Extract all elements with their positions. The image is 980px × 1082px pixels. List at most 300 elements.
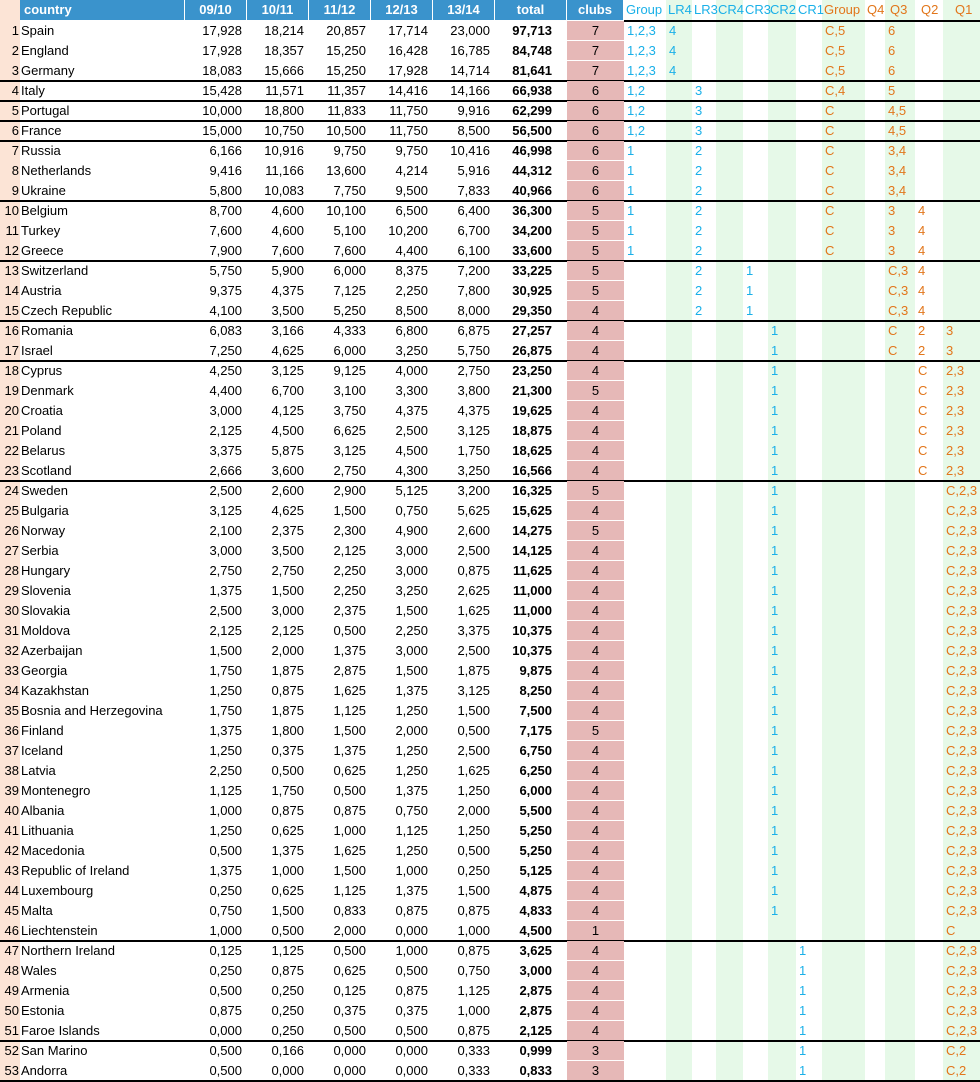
country-cell[interactable]: Georgia [21, 663, 68, 678]
el-q2-cell[interactable] [915, 121, 943, 141]
season-1213-cell[interactable]: 0,875 [395, 983, 428, 998]
cl-group-cell[interactable] [624, 341, 666, 361]
season-0910-cell[interactable]: 1,250 [209, 823, 242, 838]
season-1112-cell[interactable]: 3,100 [333, 383, 366, 398]
cl-cr1-cell[interactable] [796, 501, 822, 521]
season-1314-cell[interactable]: 9,916 [457, 103, 490, 118]
country-cell[interactable]: Israel [21, 343, 53, 358]
cl-cr1-cell[interactable] [796, 761, 822, 781]
el-q4-cell[interactable] [865, 321, 885, 341]
el-q2-cell[interactable] [915, 981, 943, 1001]
season-1213-cell[interactable]: 4,000 [395, 363, 428, 378]
season-1112-cell[interactable]: 2,000 [333, 923, 366, 938]
cl-cr3-cell[interactable] [743, 61, 768, 81]
cl-group-cell[interactable] [624, 681, 666, 701]
el-q2-cell[interactable] [915, 941, 943, 961]
el-q2-cell[interactable]: C [918, 383, 928, 398]
season-1112-cell[interactable]: 0,375 [333, 1003, 366, 1018]
season-1213-cell[interactable]: 3,000 [395, 563, 428, 578]
season-1112-cell[interactable]: 2,250 [333, 583, 366, 598]
cl-cr2-cell[interactable]: 1 [771, 863, 779, 878]
cl-cr2-cell[interactable]: 1 [771, 323, 779, 338]
season-1112-cell[interactable]: 1,625 [333, 843, 366, 858]
clubs-cell[interactable]: 4 [567, 641, 624, 661]
cl-cr1-cell[interactable] [796, 341, 822, 361]
clubs-cell[interactable]: 4 [567, 881, 624, 901]
el-group-cell[interactable] [822, 781, 865, 801]
el-q1-cell[interactable]: C,2,3 [946, 783, 978, 798]
total-cell[interactable]: 16,566 [512, 463, 552, 478]
cl-cr1-cell[interactable] [796, 321, 822, 341]
el-group-cell[interactable] [822, 481, 865, 501]
cl-cr1-cell[interactable] [796, 721, 822, 741]
country-cell[interactable]: Andorra [21, 1063, 68, 1078]
header-cl-group[interactable]: Group [626, 2, 663, 17]
cl-group-cell[interactable] [624, 921, 666, 941]
season-1213-cell[interactable]: 16,428 [388, 43, 428, 58]
cl-group-cell[interactable] [624, 301, 666, 321]
season-1112-cell[interactable]: 9,750 [333, 143, 366, 158]
cl-cr1-cell[interactable] [796, 881, 822, 901]
total-cell[interactable]: 5,250 [519, 823, 552, 838]
country-cell[interactable]: Belarus [21, 443, 66, 458]
cl-lr3-cell[interactable] [692, 1061, 716, 1081]
season-1213-cell[interactable]: 9,500 [395, 183, 428, 198]
row-number[interactable]: 38 [4, 763, 19, 778]
cl-cr4-cell[interactable] [716, 341, 743, 361]
season-1314-cell[interactable]: 1,875 [457, 663, 490, 678]
el-q2-cell[interactable]: 4 [918, 283, 926, 298]
cl-lr4-cell[interactable] [666, 921, 692, 941]
cl-lr4-cell[interactable] [666, 981, 692, 1001]
cl-lr4-cell[interactable] [666, 781, 692, 801]
season-1213-cell[interactable]: 0,000 [395, 1063, 428, 1078]
el-group-cell[interactable] [822, 761, 865, 781]
cl-cr1-cell[interactable] [796, 481, 822, 501]
season-1314-cell[interactable]: 3,200 [457, 483, 490, 498]
row-number[interactable]: 43 [4, 863, 19, 878]
season-1112-cell[interactable]: 5,100 [333, 223, 366, 238]
season-0910-cell[interactable]: 6,083 [209, 323, 242, 338]
season-1011-cell[interactable]: 5,900 [271, 263, 304, 278]
season-1213-cell[interactable]: 0,875 [395, 903, 428, 918]
el-group-cell[interactable] [822, 321, 865, 341]
el-q1-cell[interactable]: 3 [946, 343, 954, 358]
cl-lr3-cell[interactable]: 2 [695, 143, 703, 158]
cl-cr4-cell[interactable] [716, 261, 743, 281]
season-1112-cell[interactable]: 0,000 [333, 1063, 366, 1078]
clubs-cell[interactable]: 4 [567, 901, 624, 921]
season-0910-cell[interactable]: 3,000 [209, 403, 242, 418]
cl-cr4-cell[interactable] [716, 1021, 743, 1041]
cl-lr4-cell[interactable] [666, 201, 692, 221]
season-1011-cell[interactable]: 10,083 [264, 183, 304, 198]
cl-cr3-cell[interactable] [743, 961, 768, 981]
cl-cr2-cell[interactable]: 1 [771, 443, 779, 458]
row-number[interactable]: 53 [4, 1063, 19, 1078]
cl-lr3-cell[interactable]: 2 [695, 183, 703, 198]
cl-cr1-cell[interactable] [796, 901, 822, 921]
cl-cr2-cell[interactable] [768, 121, 796, 141]
season-1314-cell[interactable]: 1,500 [457, 883, 490, 898]
el-q1-cell[interactable]: C,2,3 [946, 603, 978, 618]
season-1314-cell[interactable]: 7,200 [457, 263, 490, 278]
row-number[interactable]: 33 [4, 663, 19, 678]
season-1213-cell[interactable]: 1,375 [395, 883, 428, 898]
clubs-cell[interactable]: 4 [567, 361, 624, 381]
cl-cr3-cell[interactable] [743, 601, 768, 621]
el-q2-cell[interactable] [915, 161, 943, 181]
cl-cr4-cell[interactable] [716, 741, 743, 761]
cl-lr3-cell[interactable]: 2 [695, 203, 703, 218]
season-1112-cell[interactable]: 1,125 [333, 703, 366, 718]
el-q4-cell[interactable] [865, 21, 885, 41]
cl-cr4-cell[interactable] [716, 301, 743, 321]
cl-cr1-cell[interactable] [796, 221, 822, 241]
season-1011-cell[interactable]: 2,000 [271, 643, 304, 658]
cl-lr3-cell[interactable] [692, 421, 716, 441]
total-cell[interactable]: 6,250 [519, 763, 552, 778]
cl-lr3-cell[interactable]: 2 [695, 223, 703, 238]
country-cell[interactable]: Greece [21, 243, 64, 258]
total-cell[interactable]: 4,833 [519, 903, 552, 918]
el-q3-cell[interactable] [885, 1061, 915, 1081]
total-cell[interactable]: 5,500 [519, 803, 552, 818]
el-q1-cell[interactable] [943, 241, 980, 261]
el-q3-cell[interactable]: 3,4 [888, 163, 907, 178]
season-1011-cell[interactable]: 4,600 [271, 203, 304, 218]
cl-cr3-cell[interactable] [743, 901, 768, 921]
season-1314-cell[interactable]: 3,375 [457, 623, 490, 638]
season-1213-cell[interactable]: 5,125 [395, 483, 428, 498]
cl-cr3-cell[interactable] [743, 181, 768, 201]
cl-cr3-cell[interactable] [743, 161, 768, 181]
season-0910-cell[interactable]: 15,000 [202, 123, 242, 138]
season-1213-cell[interactable]: 1,250 [395, 743, 428, 758]
season-1314-cell[interactable]: 2,500 [457, 543, 490, 558]
total-cell[interactable]: 27,257 [512, 323, 552, 338]
total-cell[interactable]: 10,375 [512, 643, 552, 658]
country-cell[interactable]: Poland [21, 423, 62, 438]
el-q3-cell[interactable] [885, 881, 915, 901]
season-1314-cell[interactable]: 5,750 [457, 343, 490, 358]
country-cell[interactable]: Austria [21, 283, 62, 298]
cl-group-cell[interactable]: 1 [627, 203, 635, 218]
el-q2-cell[interactable] [915, 621, 943, 641]
season-1011-cell[interactable]: 1,375 [271, 843, 304, 858]
row-number[interactable]: 25 [4, 503, 19, 518]
total-cell[interactable]: 0,999 [519, 1043, 552, 1058]
row-number[interactable]: 3 [11, 63, 19, 78]
row-number[interactable]: 27 [4, 543, 19, 558]
cl-group-cell[interactable] [624, 861, 666, 881]
el-q2-cell[interactable] [915, 781, 943, 801]
el-q1-cell[interactable]: C,2 [946, 1043, 967, 1058]
country-cell[interactable]: Germany [21, 63, 75, 78]
el-q1-cell[interactable]: C,2 [946, 1063, 967, 1078]
header-el-group[interactable]: Group [824, 2, 861, 17]
season-1112-cell[interactable]: 3,750 [333, 403, 366, 418]
el-q3-cell[interactable] [885, 601, 915, 621]
cl-group-cell[interactable] [624, 961, 666, 981]
el-q1-cell[interactable]: C,2,3 [946, 523, 978, 538]
season-0910-cell[interactable]: 2,125 [209, 623, 242, 638]
cl-cr1-cell[interactable] [796, 701, 822, 721]
country-cell[interactable]: Slovenia [21, 583, 71, 598]
cl-cr4-cell[interactable] [716, 181, 743, 201]
cl-cr1-cell[interactable] [796, 121, 822, 141]
cl-group-cell[interactable] [624, 981, 666, 1001]
cl-cr4-cell[interactable] [716, 441, 743, 461]
season-1112-cell[interactable]: 1,500 [333, 723, 366, 738]
cl-group-cell[interactable] [624, 561, 666, 581]
cl-lr4-cell[interactable] [666, 681, 692, 701]
cl-cr3-cell[interactable] [743, 1021, 768, 1041]
el-group-cell[interactable] [822, 561, 865, 581]
cl-group-cell[interactable] [624, 481, 666, 501]
el-q2-cell[interactable]: C [918, 403, 928, 418]
total-cell[interactable]: 4,875 [519, 883, 552, 898]
cl-lr3-cell[interactable] [692, 741, 716, 761]
el-q2-cell[interactable] [915, 801, 943, 821]
total-cell[interactable]: 3,000 [519, 963, 552, 978]
season-1213-cell[interactable]: 8,375 [395, 263, 428, 278]
el-q3-cell[interactable]: C [888, 323, 898, 338]
el-q4-cell[interactable] [865, 401, 885, 421]
cl-lr4-cell[interactable] [666, 741, 692, 761]
el-q3-cell[interactable]: 6 [888, 23, 896, 38]
cl-cr2-cell[interactable]: 1 [771, 783, 779, 798]
el-group-cell[interactable] [822, 441, 865, 461]
el-q2-cell[interactable]: 2 [918, 323, 926, 338]
season-1011-cell[interactable]: 0,500 [271, 763, 304, 778]
cl-cr4-cell[interactable] [716, 801, 743, 821]
country-cell[interactable]: Albania [21, 803, 65, 818]
season-0910-cell[interactable]: 4,250 [209, 363, 242, 378]
row-number[interactable]: 35 [4, 703, 19, 718]
el-q4-cell[interactable] [865, 521, 885, 541]
season-1314-cell[interactable]: 8,000 [457, 303, 490, 318]
season-1112-cell[interactable]: 7,600 [333, 243, 366, 258]
cl-lr4-cell[interactable] [666, 901, 692, 921]
season-1314-cell[interactable]: 2,600 [457, 523, 490, 538]
el-q1-cell[interactable] [943, 181, 980, 201]
season-1112-cell[interactable]: 2,250 [333, 563, 366, 578]
cl-lr4-cell[interactable] [666, 881, 692, 901]
el-q4-cell[interactable] [865, 161, 885, 181]
el-q2-cell[interactable] [915, 701, 943, 721]
cl-group-cell[interactable] [624, 381, 666, 401]
season-1011-cell[interactable]: 1,800 [271, 723, 304, 738]
cl-cr2-cell[interactable]: 1 [771, 623, 779, 638]
el-q2-cell[interactable]: 4 [918, 223, 926, 238]
season-1011-cell[interactable]: 4,125 [271, 403, 304, 418]
cl-lr4-cell[interactable]: 4 [669, 23, 677, 38]
season-1112-cell[interactable]: 15,250 [326, 43, 366, 58]
total-cell[interactable]: 6,000 [519, 783, 552, 798]
el-q1-cell[interactable]: C,2,3 [946, 743, 978, 758]
el-q4-cell[interactable] [865, 341, 885, 361]
cl-cr3-cell[interactable] [743, 41, 768, 61]
season-1213-cell[interactable]: 1,000 [395, 943, 428, 958]
season-0910-cell[interactable]: 1,125 [209, 783, 242, 798]
el-q4-cell[interactable] [865, 121, 885, 141]
season-1213-cell[interactable]: 4,300 [395, 463, 428, 478]
clubs-cell[interactable]: 4 [567, 801, 624, 821]
cl-cr3-cell[interactable] [743, 421, 768, 441]
season-1011-cell[interactable]: 4,600 [271, 223, 304, 238]
cl-group-cell[interactable] [624, 321, 666, 341]
country-cell[interactable]: Croatia [21, 403, 63, 418]
country-cell[interactable]: Faroe Islands [21, 1023, 100, 1038]
cl-cr1-cell[interactable] [796, 141, 822, 161]
clubs-cell[interactable]: 4 [567, 781, 624, 801]
cl-cr3-cell[interactable] [743, 801, 768, 821]
season-1213-cell[interactable]: 0,000 [395, 1043, 428, 1058]
clubs-cell[interactable]: 5 [567, 281, 624, 301]
cl-lr4-cell[interactable] [666, 161, 692, 181]
el-group-cell[interactable] [822, 921, 865, 941]
total-cell[interactable]: 8,250 [519, 683, 552, 698]
season-0910-cell[interactable]: 4,100 [209, 303, 242, 318]
el-q4-cell[interactable] [865, 361, 885, 381]
cl-cr2-cell[interactable]: 1 [771, 363, 779, 378]
cl-cr3-cell[interactable] [743, 341, 768, 361]
season-1314-cell[interactable]: 14,714 [450, 63, 490, 78]
cl-cr1-cell[interactable]: 1 [799, 943, 807, 958]
cl-cr2-cell[interactable]: 1 [771, 483, 779, 498]
cl-cr3-cell[interactable] [743, 481, 768, 501]
season-0910-cell[interactable]: 8,700 [209, 203, 242, 218]
el-group-cell[interactable]: C [825, 183, 835, 198]
row-number[interactable]: 21 [4, 423, 19, 438]
season-1011-cell[interactable]: 1,500 [271, 903, 304, 918]
season-1112-cell[interactable]: 7,750 [333, 183, 366, 198]
el-q3-cell[interactable] [885, 921, 915, 941]
total-cell[interactable]: 30,925 [512, 283, 552, 298]
cl-group-cell[interactable] [624, 401, 666, 421]
season-1314-cell[interactable]: 1,250 [457, 823, 490, 838]
cl-cr4-cell[interactable] [716, 861, 743, 881]
cl-cr1-cell[interactable] [796, 741, 822, 761]
el-q3-cell[interactable] [885, 801, 915, 821]
cl-lr4-cell[interactable] [666, 821, 692, 841]
clubs-cell[interactable]: 5 [567, 521, 624, 541]
el-q3-cell[interactable] [885, 901, 915, 921]
cl-cr4-cell[interactable] [716, 781, 743, 801]
cl-lr3-cell[interactable] [692, 861, 716, 881]
season-1213-cell[interactable]: 4,900 [395, 523, 428, 538]
cl-group-cell[interactable]: 1 [627, 163, 635, 178]
el-q1-cell[interactable] [943, 201, 980, 221]
cl-cr1-cell[interactable] [796, 581, 822, 601]
season-1314-cell[interactable]: 6,100 [457, 243, 490, 258]
cl-cr4-cell[interactable] [716, 461, 743, 481]
season-1011-cell[interactable]: 0,500 [271, 923, 304, 938]
cl-cr4-cell[interactable] [716, 561, 743, 581]
el-group-cell[interactable] [822, 521, 865, 541]
season-1213-cell[interactable]: 9,750 [395, 143, 428, 158]
cl-lr4-cell[interactable] [666, 501, 692, 521]
cl-lr4-cell[interactable] [666, 261, 692, 281]
row-number[interactable]: 9 [11, 183, 19, 198]
cl-group-cell[interactable] [624, 1041, 666, 1061]
season-0910-cell[interactable]: 7,600 [209, 223, 242, 238]
cl-lr3-cell[interactable] [692, 361, 716, 381]
cl-cr2-cell[interactable]: 1 [771, 463, 779, 478]
season-0910-cell[interactable]: 15,428 [202, 83, 242, 98]
cl-cr1-cell[interactable]: 1 [799, 1003, 807, 1018]
cl-cr2-cell[interactable]: 1 [771, 823, 779, 838]
cl-cr4-cell[interactable] [716, 521, 743, 541]
el-q4-cell[interactable] [865, 741, 885, 761]
cl-cr3-cell[interactable] [743, 881, 768, 901]
season-1314-cell[interactable]: 0,250 [457, 863, 490, 878]
cl-cr1-cell[interactable]: 1 [799, 1063, 807, 1078]
header-clubs[interactable]: clubs [567, 0, 624, 20]
el-q4-cell[interactable] [865, 821, 885, 841]
season-1213-cell[interactable]: 1,000 [395, 863, 428, 878]
season-1213-cell[interactable]: 1,500 [395, 603, 428, 618]
el-q2-cell[interactable] [915, 741, 943, 761]
cl-lr3-cell[interactable]: 2 [695, 163, 703, 178]
cl-cr3-cell[interactable] [743, 741, 768, 761]
cl-cr2-cell[interactable] [768, 161, 796, 181]
season-1314-cell[interactable]: 1,000 [457, 1003, 490, 1018]
header-cl-cr3[interactable]: CR3 [745, 2, 772, 17]
season-0910-cell[interactable]: 2,125 [209, 423, 242, 438]
header-el-q3[interactable]: Q3 [890, 2, 908, 17]
cl-lr4-cell[interactable] [666, 461, 692, 481]
el-q3-cell[interactable] [885, 941, 915, 961]
cl-cr1-cell[interactable] [796, 401, 822, 421]
country-cell[interactable]: Moldova [21, 623, 71, 638]
cl-cr4-cell[interactable] [716, 681, 743, 701]
season-1011-cell[interactable]: 0,875 [271, 683, 304, 698]
season-1314-cell[interactable]: 1,625 [457, 763, 490, 778]
total-cell[interactable]: 33,225 [512, 263, 552, 278]
season-1112-cell[interactable]: 0,625 [333, 763, 366, 778]
country-cell[interactable]: Latvia [21, 763, 56, 778]
season-1213-cell[interactable]: 3,250 [395, 343, 428, 358]
clubs-cell[interactable]: 5 [567, 261, 624, 281]
total-cell[interactable]: 44,312 [512, 163, 552, 178]
el-q2-cell[interactable] [915, 1041, 943, 1061]
season-1213-cell[interactable]: 3,300 [395, 383, 428, 398]
row-number[interactable]: 26 [4, 523, 19, 538]
cl-cr3-cell[interactable] [743, 1001, 768, 1021]
season-1213-cell[interactable]: 1,125 [395, 823, 428, 838]
cl-cr4-cell[interactable] [716, 961, 743, 981]
el-q1-cell[interactable]: 2,3 [946, 423, 965, 438]
cl-group-cell[interactable] [624, 581, 666, 601]
cl-cr2-cell[interactable] [768, 941, 796, 961]
el-group-cell[interactable] [822, 501, 865, 521]
el-q1-cell[interactable]: C,2,3 [946, 883, 978, 898]
cl-cr2-cell[interactable] [768, 101, 796, 121]
country-cell[interactable]: Republic of Ireland [21, 863, 130, 878]
header-cl-lr4[interactable]: LR4 [668, 2, 692, 17]
cl-lr4-cell[interactable] [666, 221, 692, 241]
cl-cr2-cell[interactable] [768, 281, 796, 301]
cl-lr3-cell[interactable] [692, 481, 716, 501]
country-cell[interactable]: Finland [21, 723, 64, 738]
el-q2-cell[interactable] [915, 561, 943, 581]
cl-cr2-cell[interactable]: 1 [771, 603, 779, 618]
el-group-cell[interactable] [822, 1041, 865, 1061]
cl-cr3-cell[interactable] [743, 221, 768, 241]
el-q4-cell[interactable] [865, 281, 885, 301]
